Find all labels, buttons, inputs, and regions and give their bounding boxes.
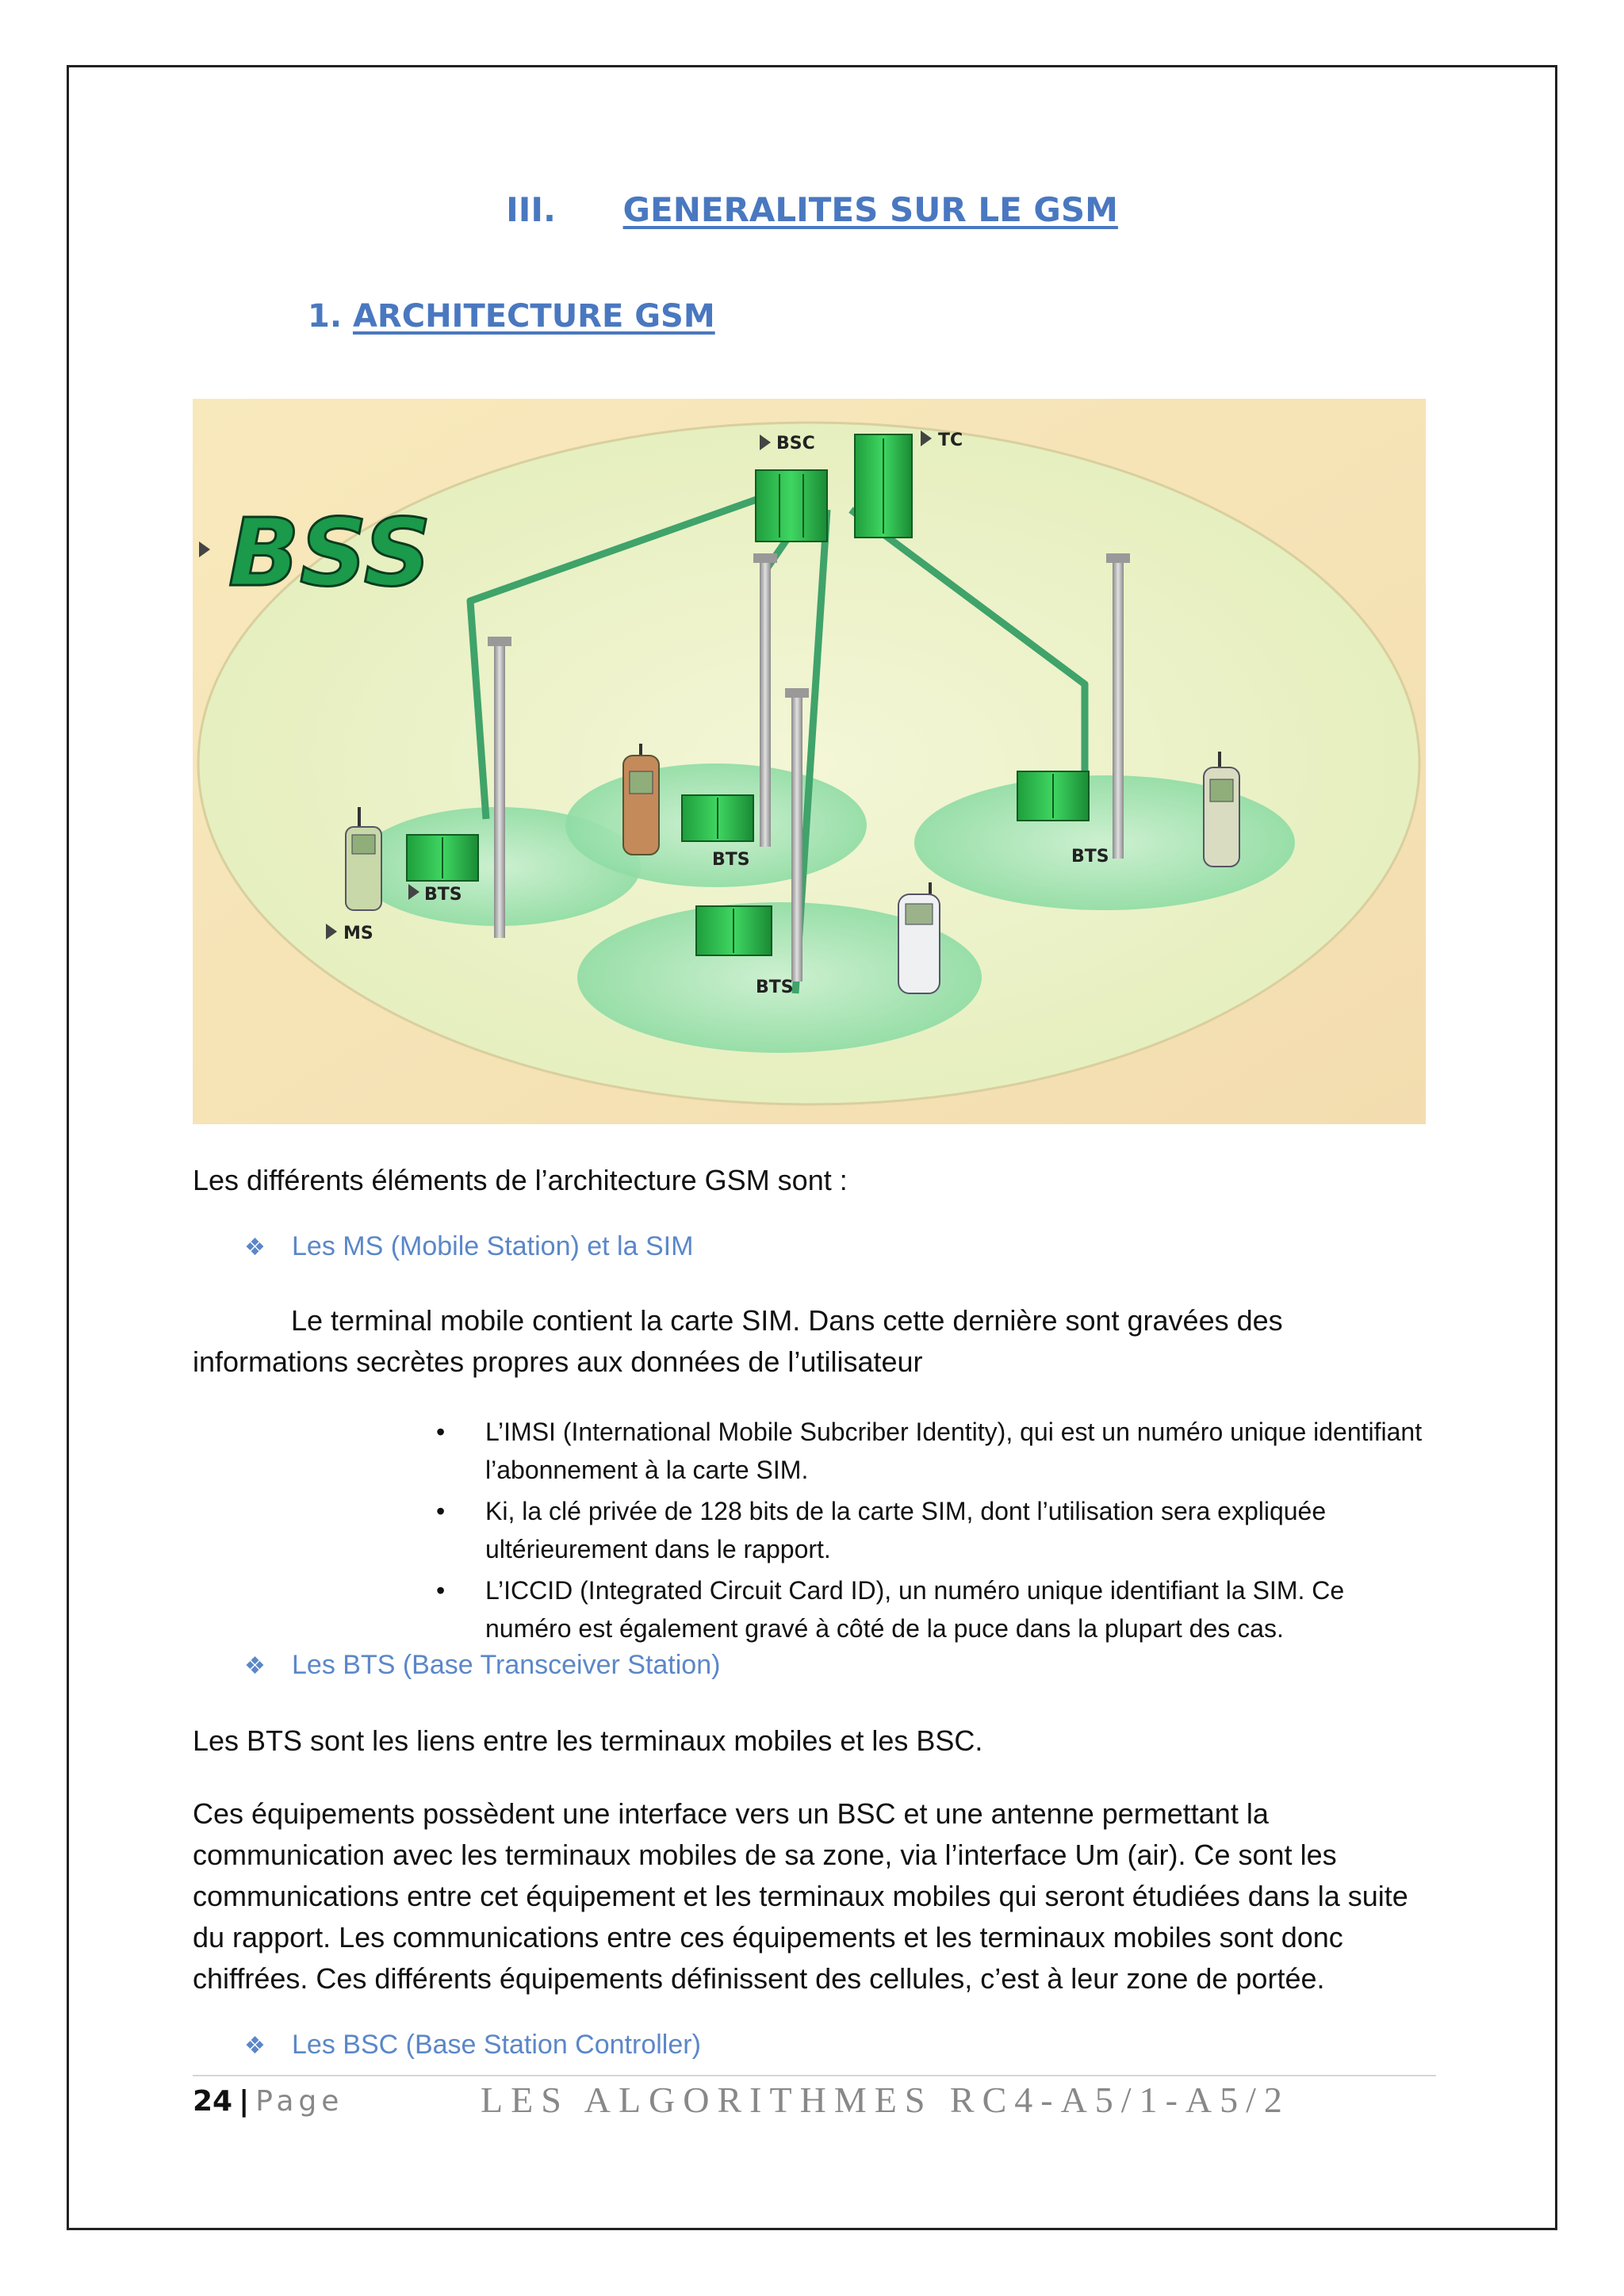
list-item	[428, 1492, 1427, 1568]
bss-label: BSS	[228, 498, 431, 607]
diamond-bullet-icon: ❖	[244, 1652, 266, 1680]
bullet-dot-icon: •	[436, 1576, 446, 1605]
footer-separator: |	[239, 2085, 250, 2118]
bsc-heading: Les BSC (Base Station Controller)	[292, 2030, 701, 2060]
bts-heading: Les BTS (Base Transceiver Station)	[292, 1650, 721, 1680]
section-title-text: GENERALITES SUR LE GSM	[622, 190, 1118, 229]
tc-label: TC	[938, 430, 963, 450]
bsc-label: BSC	[776, 434, 815, 453]
page-label: Page	[255, 2085, 344, 2118]
bullet-dot-icon: •	[436, 1497, 446, 1525]
bts-label: BTS	[756, 978, 794, 997]
bts-paragraph-1: Les BTS sont les liens entre les terminaux mobiles et les BSC.	[193, 1724, 983, 1757]
mobile-phone	[623, 744, 659, 855]
bts-label: BTS	[1071, 847, 1109, 867]
section-title	[0, 190, 1624, 229]
bts-label: BTS	[712, 850, 750, 870]
bss-title	[199, 498, 431, 607]
subsection-title	[308, 298, 715, 335]
mobile-phone	[1204, 752, 1239, 867]
subsection-title-text: ARCHITECTURE GSM	[352, 298, 715, 335]
subsection-number: 1.	[308, 298, 343, 335]
list-item-text: Ki, la clé privée de 128 bits de la carte SIM, dont l’utilisation sera expliquée ultérieurement dans le rapport.	[485, 1497, 1327, 1563]
section-number: III.	[506, 190, 556, 229]
list-item-text: L’IMSI (International Mobile Subcriber Identity), qui est un numéro unique identifiant l’abonnement à la carte SIM.	[485, 1418, 1423, 1484]
bullet-dot-icon: •	[436, 1418, 446, 1446]
footer-title: LES ALGORITHMES RC4-A5/1-A5/2	[481, 2080, 1290, 2120]
intro-text: Les différents éléments de l’architecture GSM sont :	[193, 1164, 848, 1196]
mobile-phone	[898, 882, 940, 993]
bss-architecture-figure	[193, 399, 1426, 1124]
ms-label: MS	[343, 924, 373, 943]
ms-paragraph-text: Le terminal mobile contient la carte SIM. Dans cette dernière sont gravées des informations secrètes propres aux données de l’utilisateur	[193, 1304, 1283, 1378]
sim-info-list	[428, 1413, 1427, 1651]
list-item	[428, 1413, 1427, 1489]
ms-paragraph	[193, 1300, 1430, 1383]
footer-divider	[193, 2075, 1436, 2076]
list-item	[428, 1571, 1427, 1647]
ms-heading: Les MS (Mobile Station) et la SIM	[292, 1231, 694, 1261]
footer-page-number	[193, 2085, 343, 2118]
bts-paragraph-2: Ces équipements possèdent une interface vers un BSC et une antenne permettant la communication avec les terminaux mobiles de sa zone, via l’interface Um (air). Ce sont les communications entre cet équipement et les terminaux mobiles qui seront étudiées dans la suite du rapport. Les communications entre ces équipements et les terminaux mobiles sont donc chiffrées. Ces différents équipements définissent des cellules, c’est à leur zone de portée.	[193, 1797, 1408, 1995]
page-number: 24	[193, 2085, 233, 2118]
bts-label: BTS	[424, 885, 462, 905]
diamond-bullet-icon: ❖	[244, 2032, 266, 2060]
list-item-text: L’ICCID (Integrated Circuit Card ID), un numéro unique identifiant la SIM. Ce numéro est également gravé à côté de la puce dans la plupart des cas.	[485, 1576, 1345, 1643]
diamond-bullet-icon: ❖	[244, 1234, 266, 1261]
